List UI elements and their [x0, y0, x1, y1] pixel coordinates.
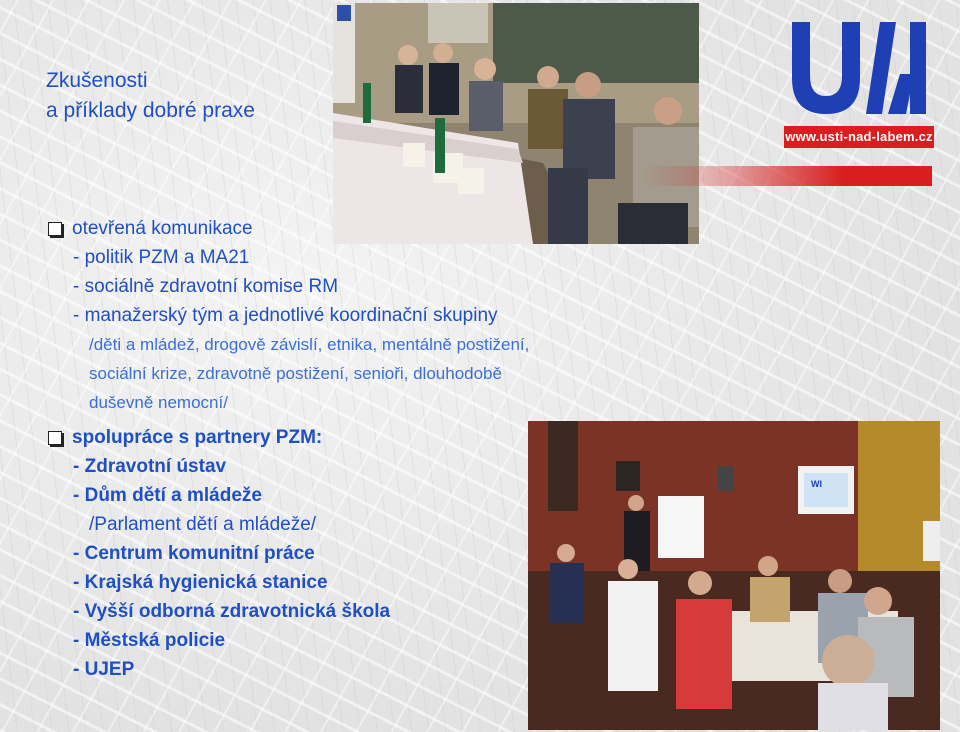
list-subtext: duševně nemocní/	[89, 393, 228, 412]
city-website-label: www.usti-nad-labem.cz	[784, 126, 934, 148]
section1-heading-text: otevřená komunikace	[72, 218, 253, 239]
list-item: - Zdravotní ústav	[73, 456, 227, 477]
section2-heading	[48, 423, 738, 452]
list-subtext: /Parlament dětí a mládeže/	[89, 514, 317, 535]
projector-screen-label: WI	[811, 479, 822, 489]
content-area	[48, 214, 738, 684]
list-item: - manažerský tým a jednotlivé koordinační skupiny	[73, 305, 498, 326]
list-item: - politik PZM a MA21	[73, 247, 250, 268]
page-title	[46, 66, 255, 126]
list-item: - Dům dětí a mládeže	[73, 485, 262, 506]
list-item: - Vyšší odborná zdravotnická škola	[73, 601, 391, 622]
section-open-communication	[48, 214, 738, 417]
section2-heading-text: spolupráce s partnery PZM:	[72, 427, 323, 448]
page-title-line2: a příklady dobré praxe	[46, 99, 255, 122]
list-subtext: sociální krize, zdravotně postižení, senioři, dlouhodobě	[89, 364, 502, 383]
section-partners	[48, 423, 738, 684]
panel-discussion-photo	[333, 3, 699, 244]
page-title-line1: Zkušenosti	[46, 69, 148, 92]
list-subtext: /děti a mládež, drogově závislí, etnika, mentálně postižení,	[89, 335, 530, 354]
red-accent-bar	[640, 166, 932, 186]
checkbox-bullet-icon	[48, 222, 62, 236]
list-item: - Krajská hygienická stanice	[73, 572, 328, 593]
list-item: - sociálně zdravotní komise RM	[73, 276, 339, 297]
list-item: - UJEP	[73, 659, 135, 680]
checkbox-bullet-icon	[48, 431, 62, 445]
list-item: - Městská policie	[73, 630, 226, 651]
section1-heading	[48, 214, 738, 243]
list-item: - Centrum komunitní práce	[73, 543, 315, 564]
